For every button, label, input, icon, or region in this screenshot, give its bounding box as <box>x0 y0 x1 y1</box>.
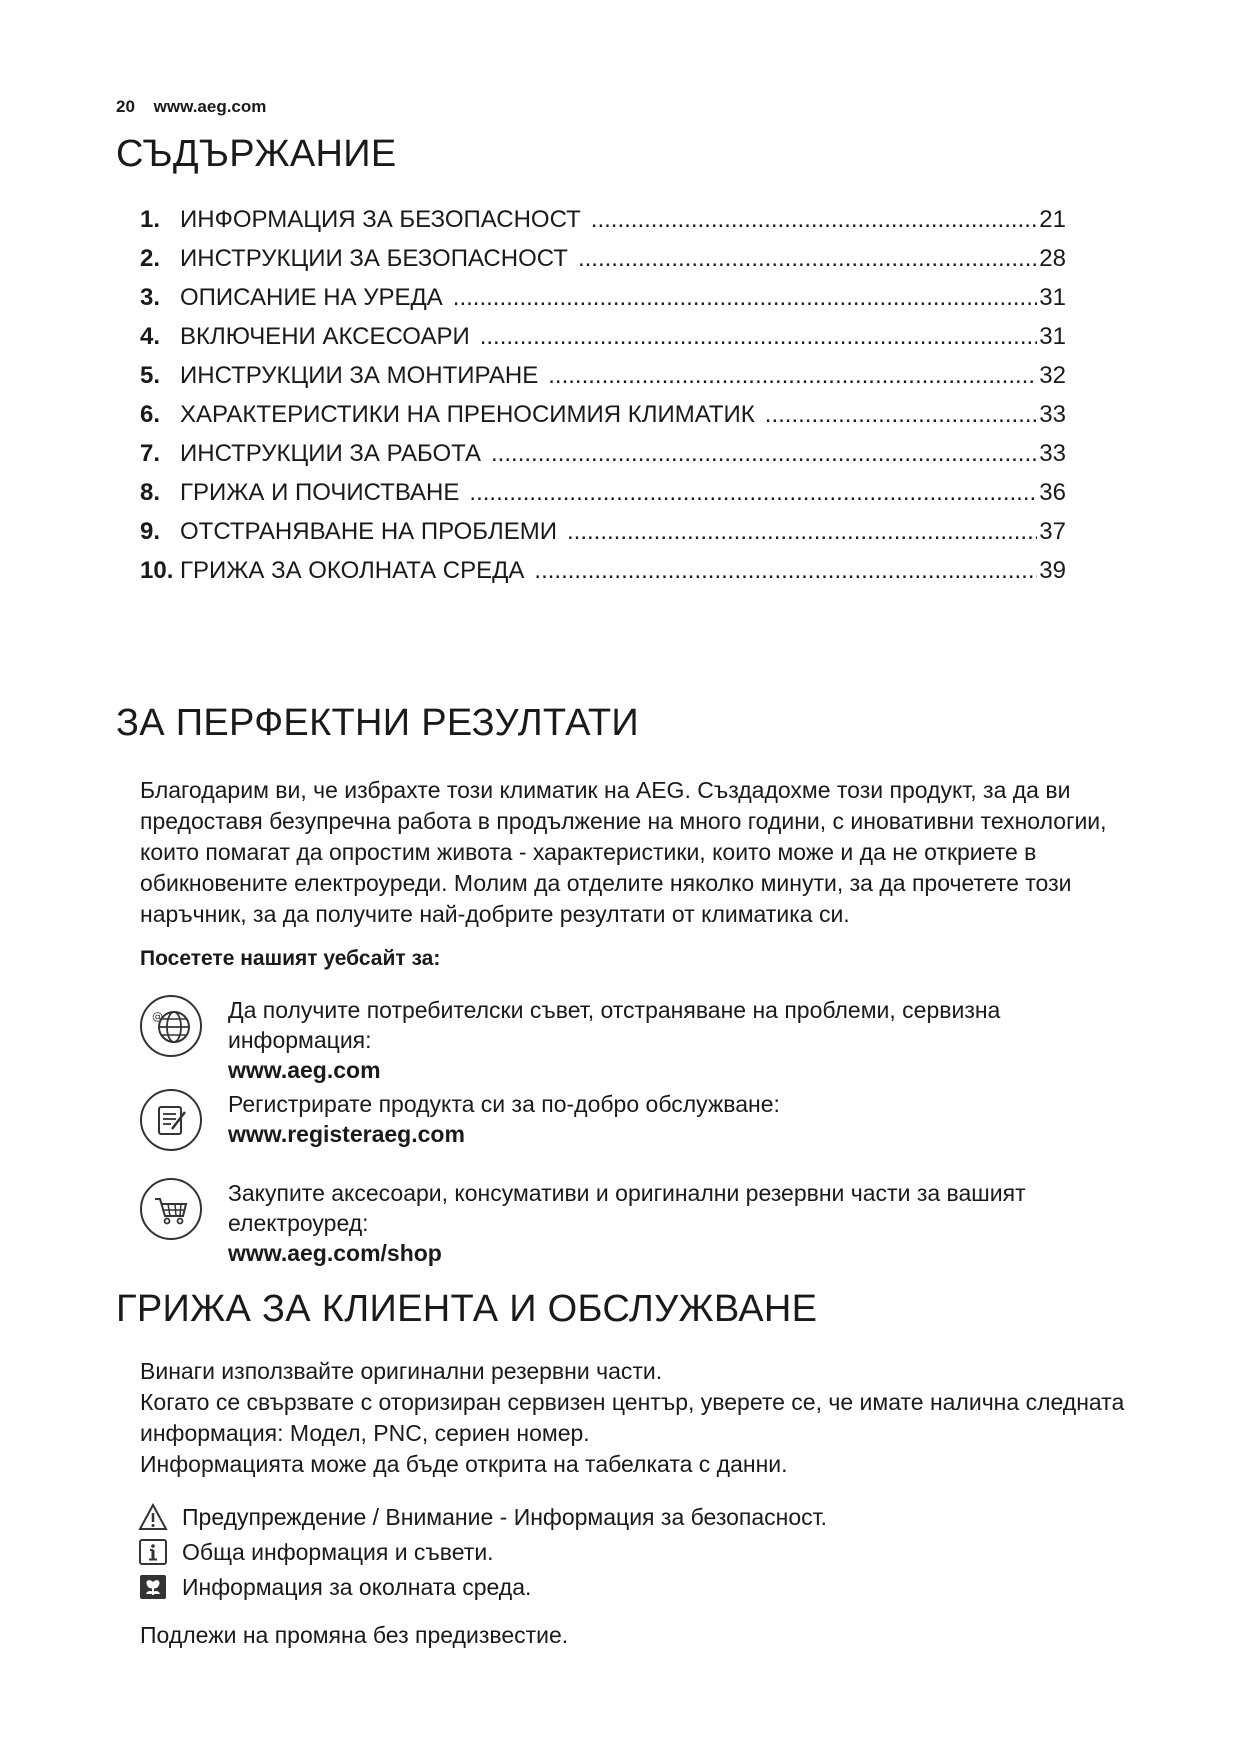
toc-page-number: 31 <box>1039 323 1066 350</box>
legend-info <box>138 1537 494 1567</box>
toc-row[interactable] <box>140 557 1066 596</box>
intro-paragraph: Благодарим ви, че избрахте този климатик на AEG. Създадохме този продукт, за да ви предоставя безупречна работа в продължение на много години, с иновативни технологии, които помагат да опростим живота - характеристики, които може и да не откриете в обикновените електроуреди. Молим да отделите няколко минути, за да прочетете този наръчник, за да получите най-добрите резултати от климатика си. <box>140 777 1107 927</box>
toc-title: ВКЛЮЧЕНИ АКСЕСОАРИ <box>180 323 470 350</box>
toc-row[interactable] <box>140 284 1066 323</box>
toc-row[interactable] <box>140 206 1066 245</box>
toc-number: 7. <box>140 440 161 467</box>
toc-leader-dots <box>765 401 1038 429</box>
environment-icon <box>138 1572 168 1602</box>
toc-leader-dots <box>534 557 1037 585</box>
globe-icon <box>140 995 202 1057</box>
toc-page-number: 33 <box>1039 440 1066 467</box>
toc-title: ГРИЖА И ПОЧИСТВАНЕ <box>180 479 460 506</box>
toc-title: ГРИЖА ЗА ОКОЛНАТА СРЕДА <box>180 557 525 584</box>
toc-title: ОПИСАНИЕ НА УРЕДА <box>180 284 443 311</box>
legend-warning <box>138 1502 827 1532</box>
visit-shop-text: Закупите аксесоари, консумативи и оригинални резервни части за вашият електроуред: <box>228 1180 1026 1236</box>
toc-row[interactable] <box>140 323 1066 362</box>
link-aeg[interactable]: www.aeg.com <box>228 1057 381 1083</box>
toc-number: 1. <box>140 206 161 233</box>
visit-website-label: Посетете нашият уебсайт за: <box>140 947 441 970</box>
care-line-3: Информацията може да бъде открита на табелката с данни. <box>140 1451 788 1477</box>
page-header <box>116 97 266 117</box>
toc-leader-dots <box>480 323 1038 351</box>
shopping-cart-icon <box>140 1178 202 1240</box>
toc-row[interactable] <box>140 440 1066 479</box>
toc-title: ХАРАКТЕРИСТИКИ НА ПРЕНОСИМИЯ КЛИМАТИК <box>180 401 755 428</box>
table-of-contents <box>140 206 1066 596</box>
care-line-2: Когато се свързвате с оторизиран сервизен център, уверете се, че имате налична следната информация: Модел, PNC, сериен номер. <box>140 1389 1125 1446</box>
toc-page-number: 28 <box>1039 245 1066 272</box>
page-number: 20 <box>116 97 135 116</box>
visit-item-support <box>140 995 1120 1085</box>
legend-environment <box>138 1572 531 1602</box>
toc-page-number: 32 <box>1039 362 1066 389</box>
warning-icon <box>138 1502 168 1532</box>
toc-row[interactable] <box>140 401 1066 440</box>
toc-row[interactable] <box>140 245 1066 284</box>
toc-leader-dots <box>591 206 1038 234</box>
toc-leader-dots <box>491 440 1037 468</box>
customer-care-text <box>140 1356 1140 1480</box>
toc-title: ИНФОРМАЦИЯ ЗА БЕЗОПАСНОСТ <box>180 206 581 233</box>
toc-number: 6. <box>140 401 161 428</box>
legend-environment-text: Информация за околната среда. <box>182 1573 532 1600</box>
toc-row[interactable] <box>140 518 1066 557</box>
toc-number: 10. <box>140 557 174 584</box>
toc-number: 5. <box>140 362 161 389</box>
visit-item-shop <box>140 1178 1120 1268</box>
toc-number: 2. <box>140 245 161 272</box>
legend-info-text: Обща информация и съвети. <box>182 1538 494 1565</box>
header-website: www.aeg.com <box>153 97 267 116</box>
toc-leader-dots <box>469 479 1037 507</box>
toc-row[interactable] <box>140 479 1066 518</box>
toc-page-number: 36 <box>1039 479 1066 506</box>
legend-warning-text: Предупреждение / Внимание - Информация за безопасност. <box>182 1503 828 1530</box>
change-notice: Подлежи на промяна без предизвестие. <box>140 1622 569 1648</box>
toc-page-number: 31 <box>1039 284 1066 311</box>
toc-title: ИНСТРУКЦИИ ЗА БЕЗОПАСНОСТ <box>180 245 568 272</box>
perfect-results-heading: ЗА ПЕРФЕКТНИ РЕЗУЛТАТИ <box>116 702 639 744</box>
toc-title: ИНСТРУКЦИИ ЗА РАБОТА <box>180 440 482 467</box>
toc-leader-dots <box>567 518 1037 546</box>
visit-item-register <box>140 1089 1120 1151</box>
toc-number: 4. <box>140 323 161 350</box>
toc-row[interactable] <box>140 362 1066 401</box>
care-line-1: Винаги използвайте оригинални резервни части. <box>140 1358 663 1384</box>
toc-leader-dots <box>453 284 1038 312</box>
toc-title: ОТСТРАНЯВАНЕ НА ПРОБЛЕМИ <box>180 518 557 545</box>
link-registeraeg[interactable]: www.registeraeg.com <box>228 1121 465 1147</box>
toc-leader-dots <box>578 245 1037 273</box>
link-aeg-shop[interactable]: www.aeg.com/shop <box>228 1240 442 1266</box>
visit-register-text: Регистрирате продукта си за по-добро обслужване: <box>228 1091 780 1117</box>
toc-number: 9. <box>140 518 161 545</box>
visit-support-text: Да получите потребителски съвет, отстраняване на проблеми, сервизна информация: <box>228 997 1001 1053</box>
svg-text:@: @ <box>152 1010 163 1023</box>
customer-care-heading: ГРИЖА ЗА КЛИЕНТА И ОБСЛУЖВАНЕ <box>116 1288 818 1330</box>
toc-page-number: 39 <box>1039 557 1066 584</box>
toc-page-number: 33 <box>1039 401 1066 428</box>
toc-leader-dots <box>548 362 1037 390</box>
toc-number: 8. <box>140 479 161 506</box>
toc-title: ИНСТРУКЦИИ ЗА МОНТИРАНЕ <box>180 362 539 389</box>
toc-page-number: 37 <box>1039 518 1066 545</box>
register-icon <box>140 1089 202 1151</box>
toc-number: 3. <box>140 284 161 311</box>
toc-page-number: 21 <box>1039 206 1066 233</box>
info-icon <box>138 1537 168 1567</box>
contents-heading: СЪДЪРЖАНИЕ <box>116 133 397 175</box>
